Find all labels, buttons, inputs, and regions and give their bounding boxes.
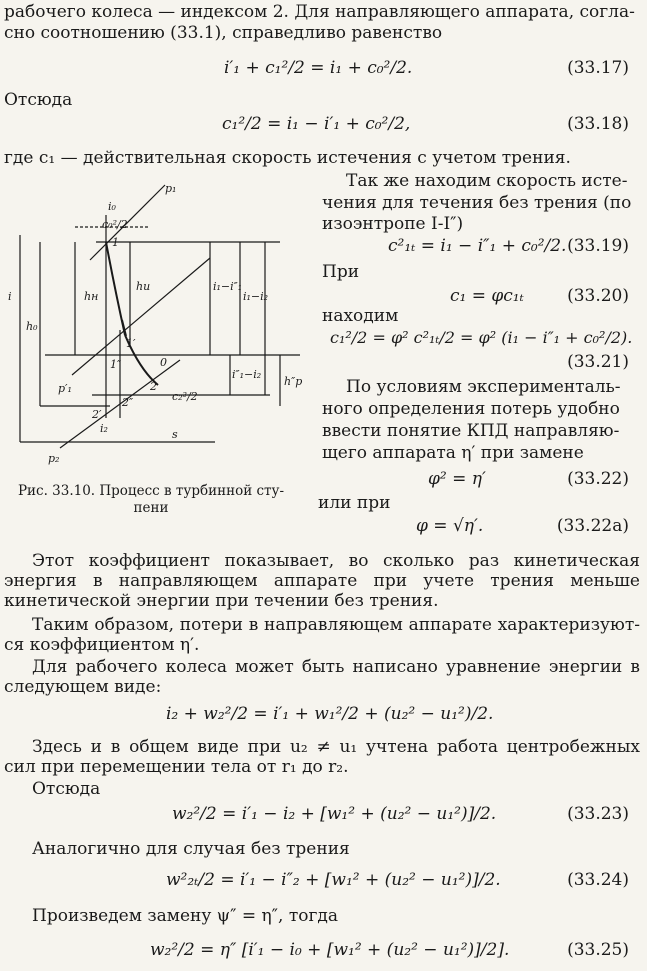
text-line: ного определения потерь удобно	[322, 399, 620, 419]
equation-formula: w₂²/2 = η″ [i′₁ − i₀ + [w₁² + (u₂² − u₁²)]/2].	[150, 940, 510, 960]
equation-formula: i₂ + w₂²/2 = i′₁ + w₁²/2 + (u₂² − u₁²)/2.	[166, 704, 494, 724]
equation-number: (33.20)	[567, 286, 629, 306]
equation-number: (33.24)	[567, 870, 629, 890]
text-line: Отсюда	[4, 90, 73, 110]
equation-formula: c₁²/2 = φ² c²₁ₜ/2 = φ² (i₁ − i″₁ + c₀²/2).	[330, 328, 633, 347]
equation-number: (33.25)	[567, 940, 629, 960]
equation-number: (33.17)	[567, 58, 629, 78]
text-line: сно соотношению (33.1), справедливо равенство	[4, 23, 443, 43]
equation-formula: c₁ = φc₁ₜ	[450, 286, 524, 306]
text-line: Произведем замену ψ″ = η″, тогда	[32, 906, 338, 926]
label-p1: p₁	[165, 182, 177, 195]
equation-number: (33.23)	[567, 804, 629, 824]
text-line: При	[322, 262, 360, 282]
text-line: Так же находим скорость исте-	[346, 171, 628, 191]
equation-formula: w₂²/2 = i′₁ − i₂ + [w₁² + (u₂² − u₁²)]/2.	[172, 804, 497, 824]
isobar-p1-prime	[72, 258, 210, 375]
text-line: или при	[318, 493, 391, 513]
label-s: s	[172, 428, 178, 441]
equation-number: (33.21)	[567, 352, 629, 372]
label-h0: h₀	[26, 320, 38, 333]
label-1pp: 1″	[110, 358, 122, 371]
equation-formula: i′₁ + c₁²/2 = i₁ + c₀²/2.	[224, 58, 413, 78]
text-line: находим	[322, 306, 399, 326]
text-line: рабочего колеса — индексом 2. Для направляющего аппарата, согла-	[4, 2, 635, 22]
text-line: Аналогично для случая без трения	[32, 839, 350, 859]
text-line: изоэнтропе I-I″)	[322, 214, 464, 234]
label-d3: i″₁−i₂	[232, 368, 262, 381]
equation-number: (33.18)	[567, 114, 629, 134]
label-2prime: 2′	[92, 408, 102, 421]
label-d1: i₁−i″₁	[213, 280, 243, 293]
label-zero: 0	[160, 356, 167, 369]
text-line: ввести понятие КПД направляю-	[322, 421, 620, 441]
equation-formula: w²₂ₜ/2 = i′₁ − i″₂ + [w₁² + (u₂² − u₁²)]/2.	[166, 870, 501, 890]
paragraph: Этот коэффициент показывает, во сколько раз кинетическая энергия в направляющем аппарате при учете трения меньше кинетической энергии при течении без трения.	[4, 551, 640, 612]
label-2pp: 2″	[122, 396, 134, 409]
label-1: 1	[112, 236, 119, 249]
equation-number: (33.19)	[567, 236, 629, 256]
text-line: чения для течения без трения (по	[322, 193, 632, 213]
equation-formula: c²₁ₜ = i₁ − i″₁ + c₀²/2.	[388, 236, 567, 256]
label-2: 2	[150, 380, 157, 393]
text-line: По условиям эксперименталь-	[346, 377, 621, 397]
figure-caption: Рис. 33.10. Процесс в турбинной сту-пени	[17, 483, 285, 516]
equation-formula: φ = √η′.	[416, 516, 484, 536]
label-p1-prime: p′₁	[58, 382, 72, 395]
label-i0: i₀	[108, 200, 116, 213]
label-1prime: 1′	[126, 337, 136, 350]
label-i2: i₂	[100, 422, 108, 435]
label-hn: hн	[84, 290, 99, 303]
label-c2: c₂²/2	[172, 390, 198, 403]
hs-process-diagram	[0, 180, 315, 480]
paragraph: Для рабочего колеса может быть написано уравнение энергии в следующем виде:	[4, 657, 640, 698]
label-i-axis: i	[8, 290, 12, 303]
paragraph: Таким образом, потери в направляющем аппарате характеризуют-ся коэффициентом η′.	[4, 615, 640, 656]
equation-formula: φ² = η′	[428, 469, 486, 489]
paragraph: Здесь и в общем виде при u₂ ≠ u₁ учтена работа центробежных сил при перемещении тела от r₁ до r₂.	[4, 737, 640, 778]
label-c0: c₀²/2	[102, 218, 128, 231]
label-hu: hu	[136, 280, 151, 293]
equation-number: (33.22)	[567, 469, 629, 489]
text-line: щего аппарата η′ при замене	[322, 443, 584, 463]
equation-formula: c₁²/2 = i₁ − i′₁ + c₀²/2,	[222, 114, 411, 134]
label-d2: i₁−i₂	[243, 290, 269, 303]
label-hp: h″p	[284, 375, 303, 388]
equation-number: (33.22а)	[556, 516, 629, 536]
text-line: где c₁ — действительная скорость истечения с учетом трения.	[4, 148, 571, 168]
label-p2: p₂	[48, 452, 60, 465]
text-line: Отсюда	[32, 779, 101, 799]
